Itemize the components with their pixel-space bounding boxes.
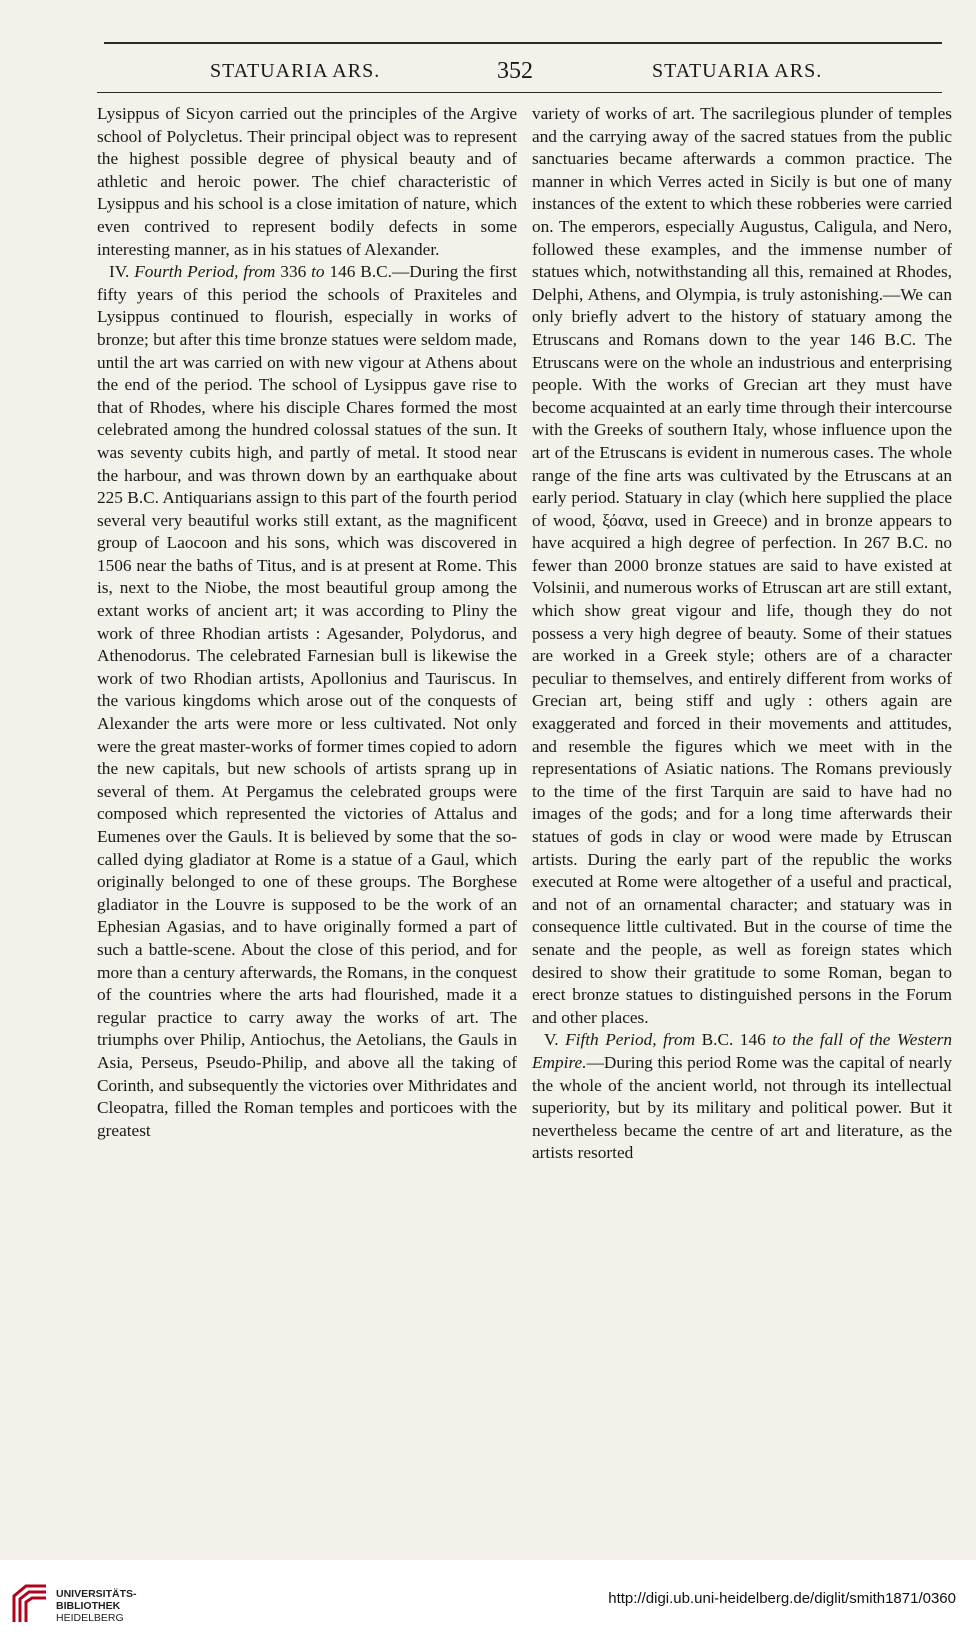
section-heading: Fourth Period, from xyxy=(134,262,276,282)
left-column xyxy=(97,103,517,1142)
section-heading-end: to the fall of the Western Empire. xyxy=(532,1030,953,1072)
library-name xyxy=(56,1588,137,1624)
right-column xyxy=(532,103,952,1165)
top-rule xyxy=(104,42,942,44)
left-paragraph-1: Lysippus of Sicyon carried out the principles of the Argive school of Polycletus. Their principal object was to represent the highest possible degree of physical beauty and of athletic and heroic power. The chief characteristic of Lysippus and his school is a close imitation of nature, which even contrived to represent bodily defects in some interesting manner, as in his statues of Alexander. xyxy=(97,104,517,259)
source-url-link[interactable]: http://digi.ub.uni-heidelberg.de/diglit/smith1871/0360 xyxy=(608,1590,956,1607)
right-paragraph-1: variety of works of art. The sacrilegious plunder of temples and the carrying away of the sacred statues from the public sanctuaries became afterwards a common practice. The manner in which Verres acted in Sicily is but one of many instances of the extent to which these robberies were carried on. The emperors, especially Augustus, Caligula, and Nero, followed these examples, and the immense number of statues which, notwithstanding all this, remained at Rhodes, Delphi, Athens, and Olympia, is truly astonishing.—We can only briefly advert to the history of statuary among the Etruscans and Romans down to the year 146 B.C. The Etruscans were on the whole an industrious and enterprising people. With the works of Grecian art they must have become acquainted at an early time through their intercourse with the Greeks of southern Italy, whose influence upon the art of the Etruscans is evident in numerous cases. The whole range of the fine arts was cultivated by the Etruscans at an early period. Statuary in clay (which here supplied the place of wood, ξόανα, used in Greece) and in bronze appears to have acquired a high degree of perfection. In 267 B.C. no fewer than 2000 bronze statues are said to have existed at Volsinii, and numerous works of Etruscan art are still extant, which show great vigour and life, though they do not possess a very high degree of beauty. Some of their statues are worked in a Greek style; others are of a character peculiar to themselves, and entirely different from works of Grecian art, being stiff and ugly : others again are exaggerated and forced in their movements and attitudes, and resemble the figures which we meet with in the representations of Asiatic nations. The Romans previously to the time of the first Tarquin are said to have had no images of the gods; and for a long time afterwards their statues of gods in clay or wood were made by Etruscan artists. During the early part of the republic the works executed at Rome were altogether of a useful and practical, and not of an ornamental character; and statuary was in consequence little cultivated. But in the course of time the senate and the people, as well as foreign states which desired to show their gratitude to some Roman, began to erect bronze statues to distinguished persons in the Forum and other places. xyxy=(532,104,952,1027)
footer-bar xyxy=(0,1560,976,1643)
section-heading-year-end: 146 B.C. xyxy=(324,262,392,282)
running-head xyxy=(97,58,942,88)
library-line-3: HEIDELBERG xyxy=(56,1612,124,1624)
section-heading-year: 336 xyxy=(275,262,312,282)
right-paragraph-2 xyxy=(532,1029,952,1165)
header-right-title: STATUARIA ARS. xyxy=(652,60,823,82)
header-left-title: STATUARIA ARS. xyxy=(210,60,381,82)
section-body: —During this period Rome was the capital of nearly the whole of the ancient world, not through its intellectual superiority, but by its military and political power. But it nevertheless became the centre of art and literature, as the artists resorted xyxy=(532,1052,952,1163)
header-rule xyxy=(97,92,942,93)
left-paragraph-2 xyxy=(97,261,517,1142)
section-body: —During the first fifty years of this period the schools of Praxiteles and Lysippus continued to flourish, especially in works of bronze; but after this time bronze statues were seldom made, until the art was carried on with new vigour at Athens about the end of the period. The school of Lysippus gave rise to that of Rhodes, where his disciple Chares formed the most celebrated among the hundred colossal statues of the sun. It was seventy cubits high, and partly of metal. It stood near the harbour, and was thrown down by an earthquake about 225 B.C. Antiquarians assign to this part of the fourth period several very beautiful works still extant, as the magnificent group of Laocoon and his sons, which was discovered in 1506 near the baths of Titus, and is at present at Rome. This is, next to the Niobe, the most beautiful group among the extant works of ancient art; it was according to Pliny the work of three Rhodian artists : Agesander, Polydorus, and Athenodorus. The celebrated Farnesian bull is likewise the work of two Rhodian artists, Apollonius and Tauriscus. In the various kingdoms which arose out of the conquests of Alexander the arts were more or less cultivated. Not only were the great master-works of former times copied to adorn the new capitals, but new schools of artists sprang up in several of them. At Pergamus the celebrated groups were composed which represented the victories of Attalus and Eumenes over the Gauls. It is believed by some that the so-called dying gladiator at Rome is a statue of a Gaul, which originally belonged to one of these groups. The Borghese gladiator in the Louvre is supposed to be the work of an Ephesian Agasias, and to have originally formed a part of such a battle-scene. About the close of this period, and for more than a century afterwards, the Romans, in the conquest of the countries where the arts had flourished, made it a regular practice to carry away the works of art. The triumphs over Philip, Antiochus, the Aetolians, the Gauls in Asia, Perseus, Pseudo-Philip, and above all the taking of Corinth, and subsequently the victories over Mithridates and Cleopatra, filled the Roman temples and porticoes with the greatest xyxy=(97,262,517,1140)
page-number: 352 xyxy=(497,58,533,84)
section-heading-to: to xyxy=(311,262,325,282)
section-heading: Fifth Period, from xyxy=(565,1030,696,1050)
section-number: IV. xyxy=(109,262,135,282)
library-line-2: BIBLIOTHEK xyxy=(56,1600,121,1612)
heidelberg-library-logo-icon xyxy=(10,1582,50,1626)
section-heading-year: B.C. 146 xyxy=(695,1030,773,1050)
library-line-1: UNIVERSITÄTS- xyxy=(56,1588,137,1600)
section-number: V. xyxy=(544,1030,566,1050)
